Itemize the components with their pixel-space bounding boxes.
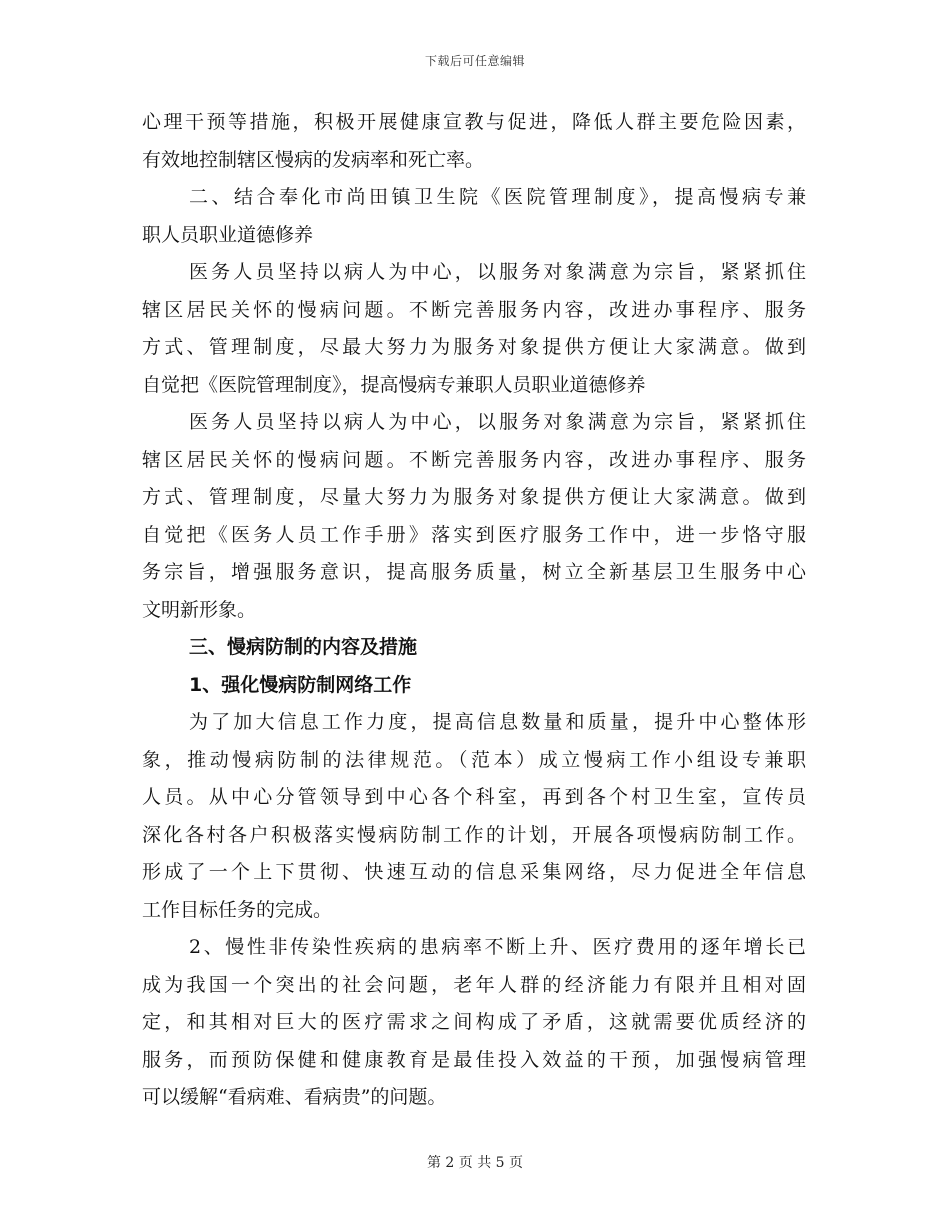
section-heading-2: 二、结合奉化市尚田镇卫生院《医院管理制度》，提高慢病专兼 <box>189 186 806 208</box>
text-line: 形成了一个上下贯彻、快速互动的信息采集网络，尽力促进全年信息 <box>142 861 806 883</box>
text-line: 心理干预等措施，积极开展健康宣教与促进，降低人群主要危险因素， <box>142 111 806 133</box>
document-body <box>142 104 806 1117</box>
text-line: 文明新形象。 <box>142 598 257 621</box>
text-line: 自觉把《医务人员工作手册》落实到医疗服务工作中，进一步恪守服 <box>142 523 806 546</box>
text-line: 辖区居民关怀的慢病问题。不断完善服务内容，改进办事程序、服务 <box>142 448 806 471</box>
text-line: 2、慢性非传染性疾病的患病率不断上升、医疗费用的逐年增长已 <box>189 936 806 958</box>
text-line: 成为我国一个突出的社会问题，老年人群的经济能力有限并且相对固 <box>142 973 806 996</box>
text-line: 有效地控制辖区慢病的发病率和死亡率。 <box>142 148 485 171</box>
page-header: 下载后可任意编辑 <box>424 54 525 68</box>
text-line: 定，和其相对巨大的医疗需求之间构成了矛盾，这就需要优质经济的 <box>142 1011 806 1033</box>
text-line: 可以缓解“看病难、看病贵”的问题。 <box>142 1086 447 1108</box>
text-line: 工作目标任务的完成。 <box>142 898 333 921</box>
subsection-heading-1: 1、强化慢病防制网络工作 <box>189 673 412 696</box>
text-line: 医务人员坚持以病人为中心，以服务对象满意为宗旨，紧紧抓住 <box>189 261 806 283</box>
text-line: 自觉把《医院管理制度》，提高慢病专兼职人员职业道德修养 <box>142 373 646 396</box>
section-heading-3: 三、慢病防制的内容及措施 <box>189 636 418 658</box>
text-line: 方式、管理制度，尽最大努力为服务对象提供方便让大家满意。做到 <box>142 336 806 358</box>
text-line: 为了加大信息工作力度，提高信息数量和质量，提升中心整体形 <box>189 711 806 733</box>
text-line: 方式、管理制度，尽量大努力为服务对象提供方便让大家满意。做到 <box>142 486 806 508</box>
text-line: 深化各村各户积极落实慢病防制工作的计划，开展各项慢病防制工作。 <box>142 823 806 846</box>
text-line: 辖区居民关怀的慢病问题。不断完善服务内容，改进办事程序、服务 <box>142 298 806 321</box>
text-line: 人员。从中心分管领导到中心各个科室，再到各个村卫生室，宣传员 <box>142 786 806 808</box>
page-number: 第 2 页 共 5 页 <box>426 1155 524 1171</box>
text-line: 象，推动慢病防制的法律规范。（范本）成立慢病工作小组设专兼职 <box>142 748 806 771</box>
text-line: 务宗旨，增强服务意识，提高服务质量，树立全新基层卫生服务中心 <box>142 561 806 583</box>
text-line: 职人员职业道德修养 <box>142 223 314 246</box>
text-line: 服务，而预防保健和健康教育是最佳投入效益的干预，加强慢病管理 <box>142 1048 806 1071</box>
text-line: 医务人员坚持以病人为中心，以服务对象满意为宗旨，紧紧抓住 <box>189 411 806 433</box>
